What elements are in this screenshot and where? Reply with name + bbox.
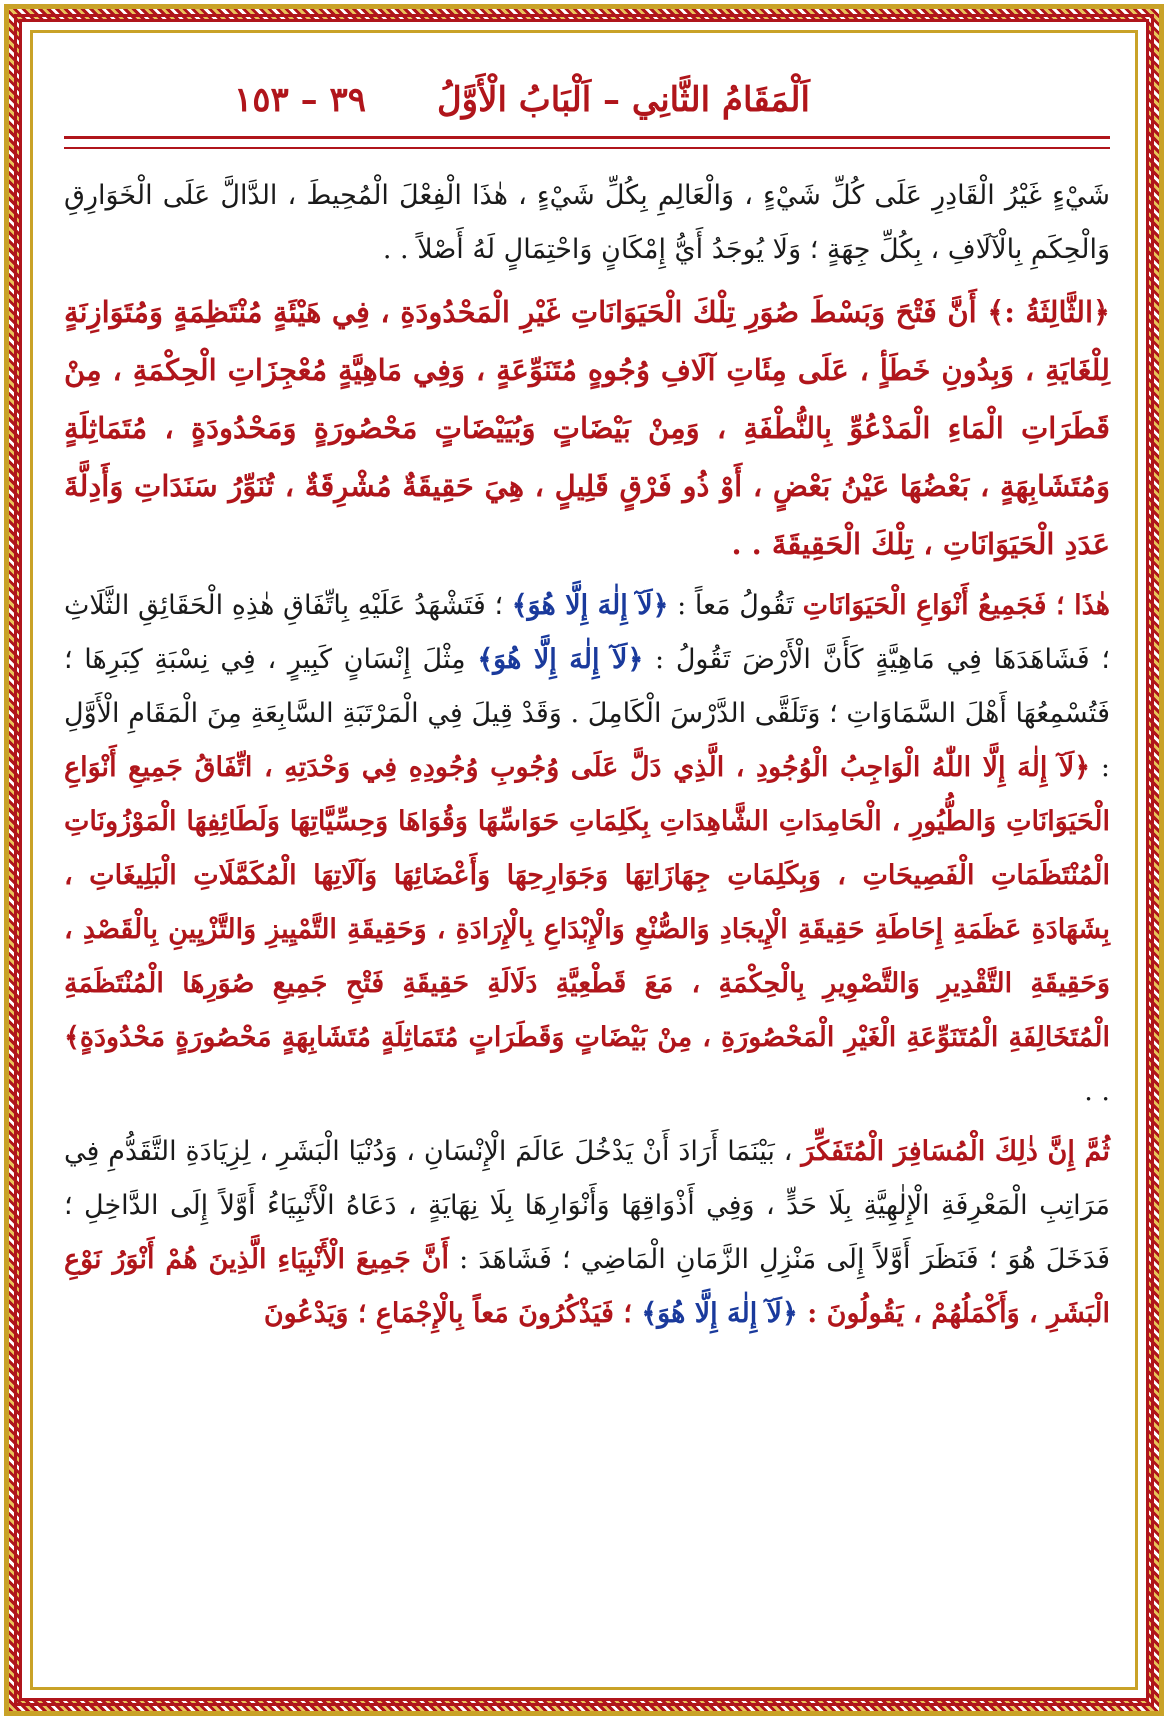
text-segment: ﴿الثَّالِثَةُ :﴾ أَنَّ فَتْحَ وَبَسْطَ صُوَرِ تِلْكَ الْحَيَوَانَاتِ غَيْرِ الْمَحْدُودَةِ ، فِي هَيْئَةٍ مُنْتَظِمَةٍ وَمُتَوَازِنَةٍ لِلْغَايَةِ ، وَبِدُونِ خَطَأٍ ، عَلَى مِئَاتِ آلَافِ وُجُوهٍ مُتَنَوِّعَةٍ ، وَفِي مَاهِيَّةٍ مُعْجِزَاتِ الْحِكْمَةِ ، مِنْ قَطَرَاتِ الْمَاءِ الْمَدْعُوِّ بِالنُّطْفَةِ ، وَمِنْ بَيْضَاتٍ وَبُيَيْضَاتٍ مَحْصُورَةٍ وَمَحْدُودَةٍ ، مُتَمَاثِلَةٍ وَمُتَشَابِهَةٍ ، بَعْضُهَا عَيْنُ بَعْضٍ ، أَوْ ذُو فَرْقٍ قَلِيلٍ ، هِيَ حَقِيقَةٌ مُشْرِقَةٌ ، تُنَوِّرُ سَنَدَاتِ وَأَدِلَّةَ عَدَدِ الْحَيَوَانَاتِ ، تِلْكَ الْحَقِيقَةَ . . — [64, 295, 1110, 561]
text-segment: مِثْلَ إِنْسَانٍ كَبِيرٍ ، فِي نِسْبَةِ كِبَرِهَا ؛ فَتُسْمِعُهَا أَهْلَ السَّمَاوَاتِ ؛ وَتَلَقَّى الدَّرْسَ الْكَامِلَ . وَقَدْ قِيلَ فِي الْمَرْتَبَةِ السَّابِعَةِ مِنَ الْمَقَامِ الْأَوَّلِ : — [64, 644, 1110, 783]
paragraph — [64, 169, 1110, 277]
text-segment: ؛ فَتَشْهَدُ عَلَيْهِ بِاتِّفَاقِ هٰذِهِ الْحَقَائِقِ الثَّلَاثِ ؛ فَشَاهَدَهَا فِي مَاهِيَّةٍ كَأَنَّ الْأَرْضَ تَقُولُ : — [64, 590, 1111, 675]
text-segment: ، بَيْنَمَا أَرَادَ أَنْ يَدْخُلَ عَالَمَ الْإِنْسَانِ ، وَدُنْيَا الْبَشَرِ ، لِزِيَادَةِ التَّقَدُّمِ فِي مَرَاتِبِ الْمَعْرِفَةِ الْإِلٰهِيَّةِ بِلَا حَدٍّ ، وَفِي أَذْوَاقِهَا وَأَنْوَارِهَا بِلَا نِهَايَةٍ ، دَعَاهُ الْأَنْبِيَاءُ أَوَّلاً إِلَى الدَّاخِلِ ؛ فَدَخَلَ هُوَ ؛ فَنَظَرَ أَوَّلاً إِلَى مَنْزِلِ الزَّمَانِ الْمَاضِي ؛ فَشَاهَدَ : — [64, 1136, 1110, 1275]
quranic-quote: ﴿لَآ إِلٰهَ إِلَّا هُوَ﴾ — [511, 590, 669, 621]
page-title: اَلْمَقَامُ الثَّانِي – اَلْبَابُ الْأَوَّلُ — [436, 80, 810, 120]
text-segment: . . — [1084, 1076, 1110, 1107]
body-text — [64, 169, 1110, 1341]
page-numbers: ٣٩ – ١٥٣ — [234, 80, 367, 120]
page-header — [64, 70, 1110, 130]
paragraph — [64, 1125, 1110, 1341]
highlighted-text: ؛ فَيَذْكُرُونَ مَعاً بِالْإِجْمَاعِ ؛ وَيَدْعُونَ — [263, 1298, 642, 1329]
paragraph — [64, 283, 1110, 573]
highlighted-text: أَنَّ جَمِيعَ الْأَنْبِيَاءِ الَّذِينَ هُمْ أَنْوَرُ نَوْعِ الْبَشَرِ ، وَأَكْمَلُهُمْ ، يَقُولُونَ : — [64, 1244, 1110, 1329]
header-divider — [64, 136, 1110, 149]
paragraph — [64, 579, 1110, 1119]
quranic-quote: ﴿لَآ إِلٰهَ إِلَّا هُوَ﴾ — [477, 644, 644, 675]
highlighted-text: هٰذَا ؛ فَجَمِيعُ أَنْوَاعِ الْحَيَوَانَاتِ — [802, 590, 1110, 621]
quranic-quote: ﴿لَآ إِلٰهَ إِلَّا هُوَ﴾ — [641, 1298, 798, 1329]
text-segment: شَيْءٍ غَيْرُ الْقَادِرِ عَلَى كُلِّ شَيْءٍ ، وَالْعَالِمِ بِكُلِّ شَيْءٍ ، هٰذَا الْفِعْلَ الْمُحِيطَ ، الدَّالَّ عَلَى الْخَوَارِقِ وَالْحِكَمِ بِالْآلَافِ ، بِكُلِّ جِهَةٍ ؛ وَلَا يُوجَدُ أَيُّ إِمْكَانٍ وَاحْتِمَالٍ لَهُ أَصْلاً . . — [64, 180, 1110, 265]
highlighted-text: ﴿لَآ إِلٰهَ إِلَّا اللّٰهُ الْوَاجِبُ الْوُجُودِ ، الَّذِي دَلَّ عَلَى وُجُوبِ وُجُودِهِ فِي وَحْدَتِهِ ، اتِّفَاقُ جَمِيعِ أَنْوَاعِ الْحَيَوَانَاتِ وَالطُّيُورِ ، الْحَامِدَاتِ الشَّاهِدَاتِ بِكَلِمَاتِ حَوَاسِّهَا وَقُوَاهَا وَحِسِّيَّاتِهَا وَلَطَائِفِهَا الْمَوْزُونَاتِ الْمُنْتَظَمَاتِ الْفَصِيحَاتِ ، وَبِكَلِمَاتِ جِهَازَاتِهَا وَجَوَارِحِهَا وَأَعْضَائِهَا وَآلَاتِهَا الْمُكَمَّلَاتِ الْبَلِيغَاتِ ، بِشَهَادَةِ عَظَمَةِ إِحَاطَةِ حَقِيقَةِ الْإِيجَادِ وَالصُّنْعِ وَالْإِبْدَاعِ بِالْإِرَادَةِ ، وَحَقِيقَةِ التَّمْيِيزِ وَالتَّزْيِينِ بِالْقَصْدِ ، وَحَقِيقَةِ التَّقْدِيرِ وَالتَّصْوِيرِ بِالْحِكْمَةِ ، مَعَ قَطْعِيَّةِ دَلَالَةِ حَقِيقَةِ فَتْحِ جَمِيعِ صُوَرِهَا الْمُنْتَظَمَةِ الْمُتَخَالِفَةِ الْمُتَنَوِّعَةِ الْغَيْرِ الْمَحْصُورَةِ ، مِنْ بَيْضَاتٍ وَقَطَرَاتٍ مُتَمَاثِلَةٍ مُتَشَابِهَةٍ مَحْصُورَةٍ مَحْدُودَةٍ﴾ — [64, 752, 1110, 1053]
highlighted-text: ثُمَّ إِنَّ ذٰلِكَ الْمُسَافِرَ الْمُتَفَكِّرَ — [801, 1136, 1110, 1167]
page-content — [64, 70, 1110, 1670]
text-segment: تَقُولُ مَعاً : — [668, 590, 803, 621]
